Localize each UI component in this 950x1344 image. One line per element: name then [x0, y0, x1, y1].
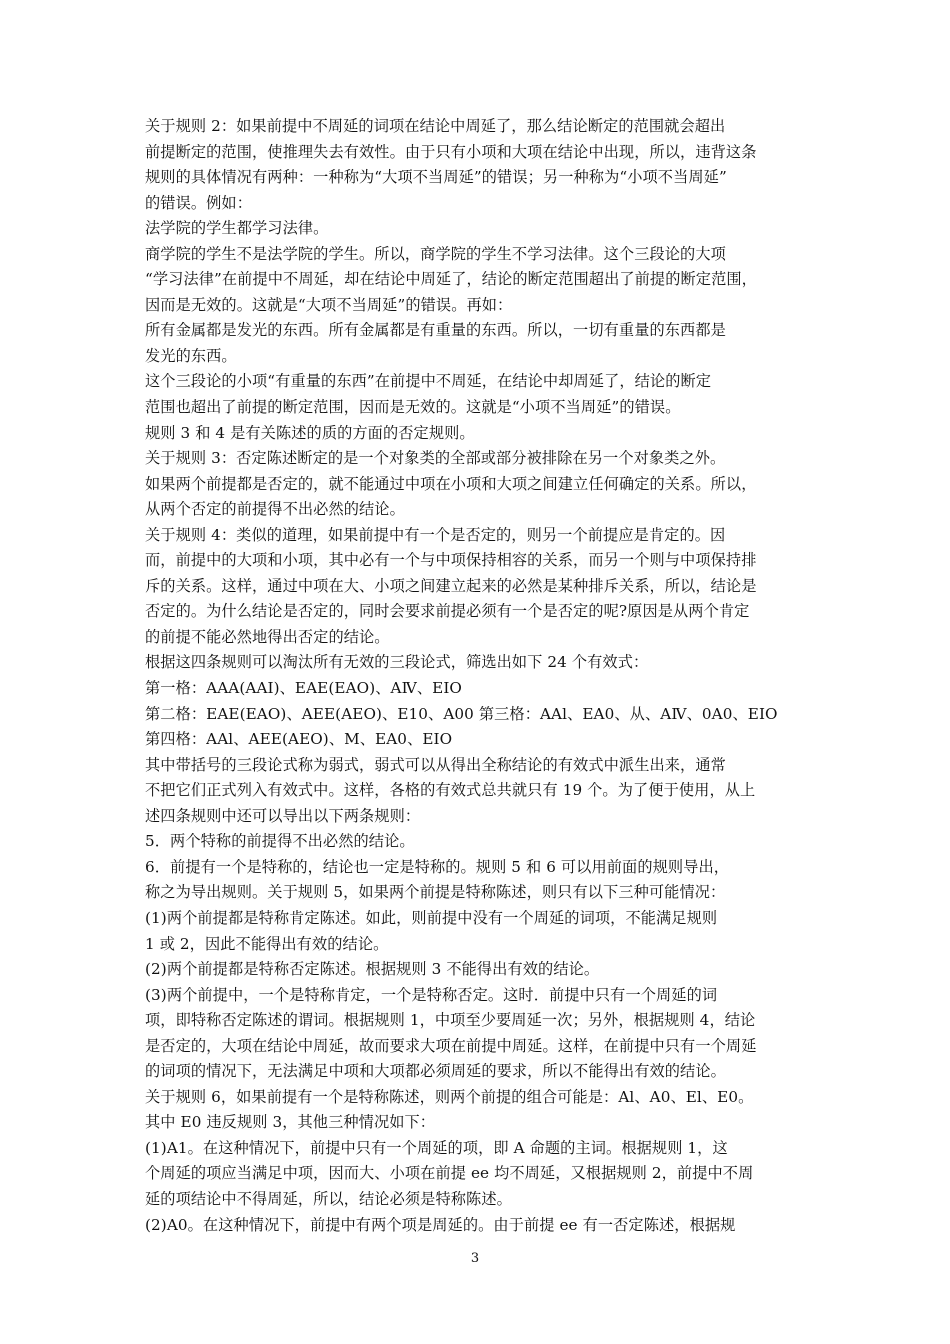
text-line: 规则的具体情况有两种：一种称为“大项不当周延”的错误；另一种称为“小项不当周延” [145, 168, 727, 187]
text-line: 的前提不能必然地得出否定的结论。 [145, 627, 390, 646]
text-line: (1)A1。在这种情况下，前提中只有一个周延的项，即 A 命题的主词。根据规则 1，这 [145, 1138, 728, 1157]
text-line: 从两个否定的前提得不出必然的结论。 [145, 500, 405, 519]
text-line: 是否定的，大项在结论中周延，故而要求大项在前提中周延。这样，在前提中只有一个周延 [145, 1036, 757, 1055]
text-line: 项，即特称否定陈述的谓词。根据规则 1，中项至少要周延一次；另外，根据规则 4，结论 [145, 1011, 756, 1030]
text-line: 否定的。为什么结论是否定的，同时会要求前提必须有一个是否定的呢?原因是从两个肯定 [145, 602, 750, 621]
text-line: (2)A0。在这种情况下，前提中有两个项是周延的。由于前提 ee 有一否定陈述，根据规 [145, 1215, 736, 1234]
text-line: 因而是无效的。这就是“大项不当周延”的错误。再如： [145, 295, 513, 314]
text-line: 的词项的情况下，无法满足中项和大项都必须周延的要求，所以不能得出有效的结论。 [145, 1062, 726, 1081]
text-line: 发光的东西。 [145, 346, 237, 365]
text-line: 规则 3 和 4 是有关陈述的质的方面的否定规则。 [145, 423, 475, 442]
text-line: 延的项结论中不得周延，所以，结论必须是特称陈述。 [145, 1189, 512, 1208]
text-line: 关于规则 2：如果前提中不周延的词项在结论中周延了，那么结论断定的范围就会超出 [145, 117, 726, 135]
text-line: 根据这四条规则可以淘汰所有无效的三段论式，筛选出如下 24 个有效式： [145, 653, 649, 672]
text-line: 所有金属都是发光的东西。所有金属都是有重量的东西。所以，一切有重量的东西都是 [145, 321, 726, 340]
text-line: (2)两个前提都是特称否定陈述。根据规则 3 不能得出有效的结论。 [145, 960, 600, 979]
text-line: (3)两个前提中，一个是特称肯定，一个是特称否定。这时．前提中只有一个周延的词 [145, 985, 718, 1004]
text-line: (1)两个前提都是特称肯定陈述。如此，则前提中没有一个周延的词项，不能满足规则 [145, 908, 718, 927]
text-line: 法学院的学生都学习法律。 [145, 219, 329, 238]
text-line: 5．两个特称的前提得不出必然的结论。 [145, 832, 415, 851]
text-line: 其中带括号的三段论式称为弱式，弱式可以从得出全称结论的有效式中派生出来，通常 [145, 755, 726, 774]
text-line: 述四条规则中还可以导出以下两条规则： [145, 806, 421, 825]
text-line: 这个三段论的小项“有重量的东西”在前提中不周延，在结论中却周延了，结论的断定 [145, 372, 712, 391]
text-line: 关于规则 6，如果前提有一个是特称陈述，则两个前提的组合可能是：Al、A0、El、E0。 [145, 1087, 754, 1106]
text-line: 个周延的项应当满足中项，因而大、小项在前提 ee 均不周延，又根据规则 2，前提中不周 [145, 1164, 754, 1183]
text-line: 称之为导出规则。关于规则 5，如果两个前提是特称陈述，则只有以下三种可能情况： [145, 883, 726, 902]
page-number: 3 [470, 1251, 480, 1266]
text-line: 斥的关系。这样，通过中项在大、小项之间建立起来的必然是某种排斥关系，所以，结论是 [145, 576, 757, 595]
text-line: “学习法律”在前提中不周延，却在结论中周延了，结论的断定范围超出了前提的断定范围， [145, 270, 757, 289]
text-line: 第二格：EAE(EAO)、AEE(AEO)、E10、A00 第三格：AAl、EA0、从、AⅣ、0A0、EIO [145, 704, 778, 723]
text-line: 范围也超出了前提的断定范围，因而是无效的。这就是“小项不当周延”的错误。 [145, 398, 681, 417]
text-line: 6．前提有一个是特称的，结论也一定是特称的。规则 5 和 6 可以用前面的规则导出， [145, 857, 730, 876]
text-line: 商学院的学生不是法学院的学生。所以，商学院的学生不学习法律。这个三段论的大项 [145, 244, 726, 263]
text-line: 第一格：AAA(AAI)、EAE(EAO)、AⅣ、EIO [145, 679, 462, 698]
text-line: 而，前提中的大项和小项，其中必有一个与中项保持相容的关系，而另一个则与中项保持排 [145, 551, 757, 570]
text-line: 不把它们正式列入有效式中。这样，各格的有效式总共就只有 19 个。为了便于使用，从上 [145, 781, 756, 800]
text-line: 其中 E0 违反规则 3，其他三种情况如下： [145, 1113, 436, 1132]
text-line: 关于规则 3：否定陈述断定的是一个对象类的全部或部分被排除在另一个对象类之外。 [145, 449, 726, 468]
text-line: 如果两个前提都是否定的，就不能通过中项在小项和大项之间建立任何确定的关系。所以， [145, 474, 757, 493]
text-line: 关于规则 4：类似的道理，如果前提中有一个是否定的，则另一个前提应是肯定的。因 [145, 525, 726, 544]
text-line: 的错误。例如： [145, 193, 253, 212]
text-line: 前提断定的范围，使推理失去有效性。由于只有小项和大项在结论中出现，所以，违背这条 [145, 142, 757, 161]
text-line: 第四格：AAl、AEE(AEO)、M、EA0、EIO [145, 730, 453, 749]
document-body [145, 114, 815, 1238]
text-line: 1 或 2，因此不能得出有效的结论。 [145, 934, 389, 953]
